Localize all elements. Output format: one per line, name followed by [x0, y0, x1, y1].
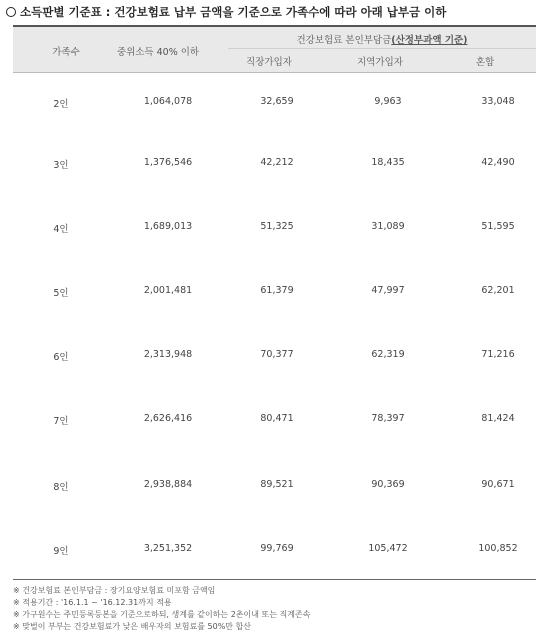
cell-income: 1,376,546 — [143, 157, 193, 168]
cell-regional: 9,963 — [374, 96, 402, 107]
table-row — [13, 96, 536, 110]
cell-mixed: 90,671 — [481, 479, 515, 490]
table-title — [6, 4, 446, 20]
cell-regional: 78,397 — [371, 413, 405, 424]
cell-family: 8인 — [53, 482, 69, 493]
note-1: ※ 건강보험료 본인부담금 : 장기요양보험료 미포함 금액임 — [13, 586, 216, 595]
header-mixed: 혼합 — [475, 57, 495, 68]
table-row — [13, 479, 536, 493]
cell-income: 2,938,884 — [143, 479, 193, 490]
table-row — [13, 285, 536, 299]
table-bottom-border — [13, 579, 536, 580]
circle-icon — [6, 7, 16, 17]
table-row — [13, 349, 536, 363]
header-premium-group — [228, 32, 536, 46]
cell-income: 1,064,078 — [143, 96, 193, 107]
table-title-text: 소득판별 기준표 : 건강보험료 납부 금액을 기준으로 가족수에 따라 아래 납부금 이하 — [20, 5, 447, 19]
cell-mixed: 33,048 — [481, 96, 515, 107]
cell-regional: 18,435 — [371, 157, 405, 168]
header-divider — [228, 48, 536, 49]
cell-workplace: 70,377 — [260, 349, 294, 360]
cell-mixed: 71,216 — [481, 349, 515, 360]
cell-family: 3인 — [53, 160, 69, 171]
header-premium-prefix: 건강보험료 본인부담금 — [296, 35, 392, 46]
cell-workplace: 42,212 — [260, 157, 294, 168]
cell-regional: 90,369 — [371, 479, 405, 490]
cell-regional: 105,472 — [368, 543, 408, 554]
cell-family: 2인 — [53, 99, 69, 110]
cell-workplace: 61,379 — [260, 285, 294, 296]
cell-mixed: 42,490 — [481, 157, 515, 168]
note-4: ※ 맞벌이 부부는 건강보험료가 낮은 배우자의 보험료를 50%만 합산 — [13, 622, 252, 631]
table-row — [13, 157, 536, 171]
table-row — [13, 413, 536, 427]
cell-regional: 31,089 — [371, 221, 405, 232]
cell-income: 2,626,416 — [143, 413, 193, 424]
cell-workplace: 99,769 — [260, 543, 294, 554]
cell-mixed: 51,595 — [481, 221, 515, 232]
cell-regional: 62,319 — [371, 349, 405, 360]
cell-regional: 47,997 — [371, 285, 405, 296]
cell-income: 2,001,481 — [143, 285, 193, 296]
header-bottom-border — [13, 72, 536, 73]
header-premium-suffix: (산정부과액 기준) — [391, 35, 468, 46]
header-family: 가족수 — [52, 47, 80, 58]
cell-income: 1,689,013 — [143, 221, 193, 232]
cell-income: 3,251,352 — [143, 543, 193, 554]
cell-workplace: 80,471 — [260, 413, 294, 424]
header-income: 중위소득 40% 이하 — [116, 47, 200, 58]
cell-family: 6인 — [53, 352, 69, 363]
cell-family: 9인 — [53, 546, 69, 557]
header-regional: 지역가입자 — [357, 57, 403, 68]
cell-family: 7인 — [53, 416, 69, 427]
note-3: ※ 가구원수는 주민등록등본을 기준으로하되, 생계를 같이하는 2촌이내 또는 직계존속 — [13, 610, 311, 619]
note-2: ※ 적용기간 : '16.1.1 ~ '16.12.31까지 적용 — [13, 598, 172, 607]
cell-workplace: 32,659 — [260, 96, 294, 107]
cell-workplace: 89,521 — [260, 479, 294, 490]
cell-income: 2,313,948 — [143, 349, 193, 360]
cell-workplace: 51,325 — [260, 221, 294, 232]
cell-mixed: 100,852 — [478, 543, 518, 554]
header-workplace: 직장가입자 — [246, 57, 292, 68]
cell-mixed: 62,201 — [481, 285, 515, 296]
cell-mixed: 81,424 — [481, 413, 515, 424]
cell-family: 5인 — [53, 288, 69, 299]
cell-family: 4인 — [53, 224, 69, 235]
table-row — [13, 221, 536, 235]
table-row — [13, 543, 536, 557]
